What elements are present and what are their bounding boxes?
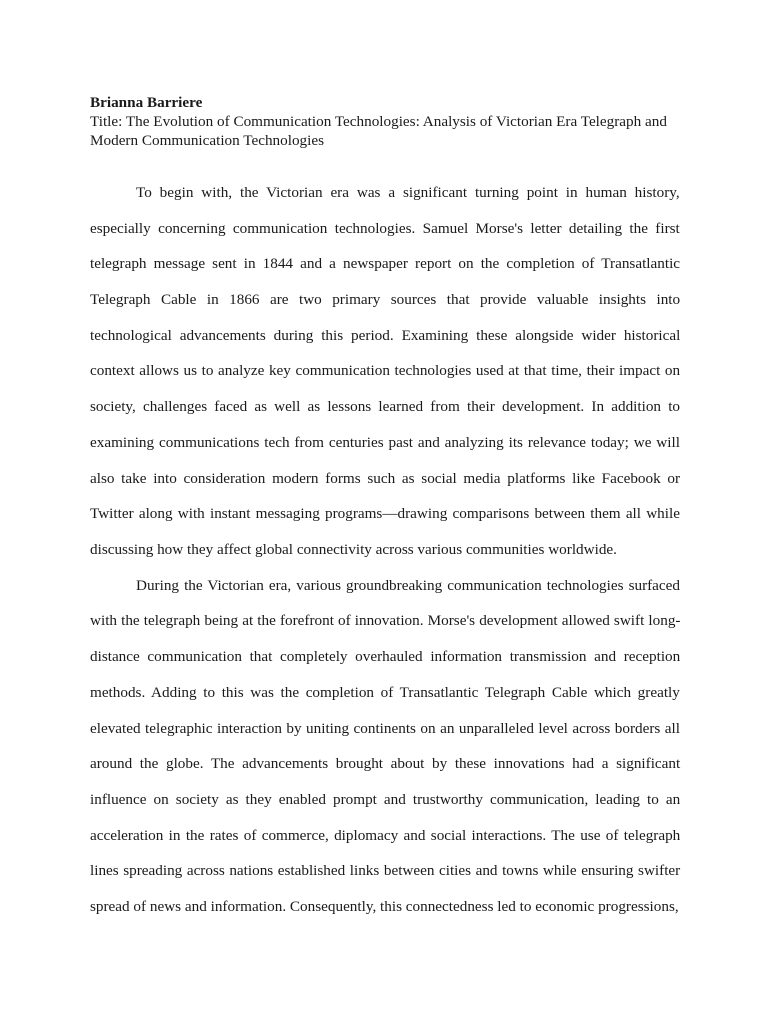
text-line: technological advancements during this period. Examining these alongside wider historical	[90, 327, 681, 344]
text-line: society, challenges faced as well as lessons learned from their development. In addition to	[90, 398, 681, 415]
text-line: context allows us to analyze key communication technologies used at that time, their impact on	[90, 362, 681, 379]
text-line: spread of news and information. Consequently, this connectedness led to economic progressions,	[90, 898, 679, 915]
text-line: distance communication that completely overhauled information transmission and reception	[90, 648, 681, 665]
text-line: examining communications tech from centuries past and analyzing its relevance today; we will	[90, 434, 680, 451]
document-header	[90, 93, 690, 150]
text-line: Twitter along with instant messaging programs—drawing comparisons between them all while	[90, 505, 680, 522]
text-line: telegraph message sent in 1844 and a newspaper report on the completion of Transatlantic	[90, 255, 681, 272]
text-line: Telegraph Cable in 1866 are two primary sources that provide valuable insights into	[90, 291, 681, 308]
document-title-line-1: Title: The Evolution of Communication Technologies: Analysis of Victorian Era Telegraph and	[90, 113, 667, 130]
text-line: with the telegraph being at the forefront of innovation. Morse's development allowed swift long-	[90, 612, 681, 629]
author-name: Brianna Barriere	[90, 94, 203, 111]
text-line: especially concerning communication technologies. Samuel Morse's letter detailing the first	[90, 220, 680, 237]
text-line: acceleration in the rates of commerce, diplomacy and social interactions. The use of telegraph	[90, 827, 681, 844]
text-line: elevated telegraphic interaction by uniting continents on an unparalleled level across borders all	[90, 720, 680, 737]
text-line: During the Victorian era, various groundbreaking communication technologies surfaced	[136, 577, 681, 594]
text-line: discussing how they affect global connectivity across various communities worldwide.	[90, 541, 617, 558]
text-line: methods. Adding to this was the completion of Transatlantic Telegraph Cable which greatly	[90, 684, 680, 701]
text-line: lines spreading across nations established links between cities and towns while ensuring swifter	[90, 862, 681, 879]
text-line: To begin with, the Victorian era was a significant turning point in human history,	[136, 184, 680, 201]
text-line: around the globe. The advancements brought about by these innovations had a significant	[90, 755, 681, 772]
text-line: influence on society as they enabled prompt and trustworthy communication, leading to an	[90, 791, 681, 808]
text-line: also take into consideration modern forms such as social media platforms like Facebook or	[90, 470, 681, 487]
document-title-line-2: Modern Communication Technologies	[90, 132, 325, 149]
